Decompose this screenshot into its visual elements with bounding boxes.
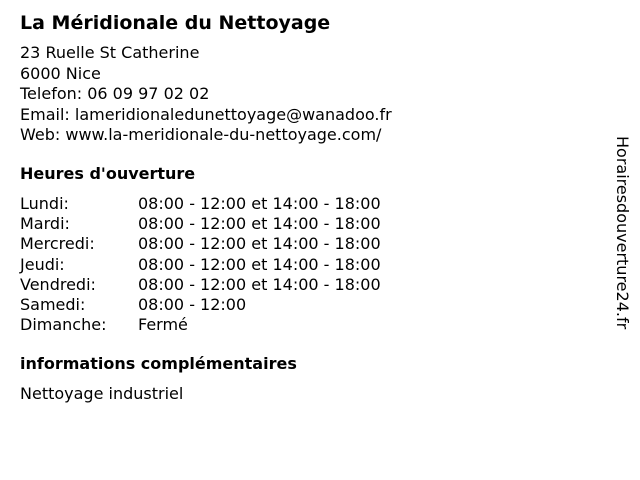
street-address: 23 Ruelle St Catherine [20, 43, 200, 62]
opening-hours-table [20, 194, 381, 335]
day-label: Samedi: [20, 295, 86, 315]
hours-row-monday [20, 194, 381, 214]
hours-row-thursday [20, 255, 381, 275]
city-address: 6000 Nice [20, 63, 101, 83]
day-label: Jeudi: [20, 254, 65, 274]
hours-row-tuesday [20, 214, 381, 234]
day-label: Vendredi: [20, 274, 96, 294]
website-address: Web: www.la-meridionale-du-nettoyage.com/ [20, 125, 382, 144]
brand-site-name: Horairesdouverture24.fr [613, 136, 632, 330]
time-range: 08:00 - 12:00 et 14:00 - 18:00 [138, 234, 381, 254]
day-label: Lundi: [20, 194, 69, 213]
additional-info-text: Nettoyage industriel [20, 384, 184, 403]
contact-block [20, 43, 392, 146]
phone-number: Telefon: 06 09 97 02 02 [20, 84, 210, 103]
time-range: Fermé [138, 315, 188, 335]
email-address: Email: lameridionaledunettoyage@wanadoo.fr [20, 104, 392, 124]
day-label: Mercredi: [20, 234, 95, 254]
time-range: 08:00 - 12:00 et 14:00 - 18:00 [138, 194, 381, 213]
hours-row-sunday [20, 315, 381, 335]
additional-info-heading: informations complémentaires [20, 354, 297, 373]
day-label: Mardi: [20, 214, 70, 234]
business-name: La Méridionale du Nettoyage [20, 12, 331, 34]
time-range: 08:00 - 12:00 et 14:00 - 18:00 [138, 254, 381, 274]
time-range: 08:00 - 12:00 et 14:00 - 18:00 [138, 214, 381, 234]
hours-row-saturday [20, 295, 381, 315]
day-label: Dimanche: [20, 315, 107, 335]
time-range: 08:00 - 12:00 [138, 295, 247, 315]
opening-hours-heading: Heures d'ouverture [20, 164, 196, 183]
hours-row-friday [20, 275, 381, 295]
time-range: 08:00 - 12:00 et 14:00 - 18:00 [138, 274, 381, 294]
brand-watermark [612, 136, 632, 372]
hours-row-wednesday [20, 234, 381, 254]
